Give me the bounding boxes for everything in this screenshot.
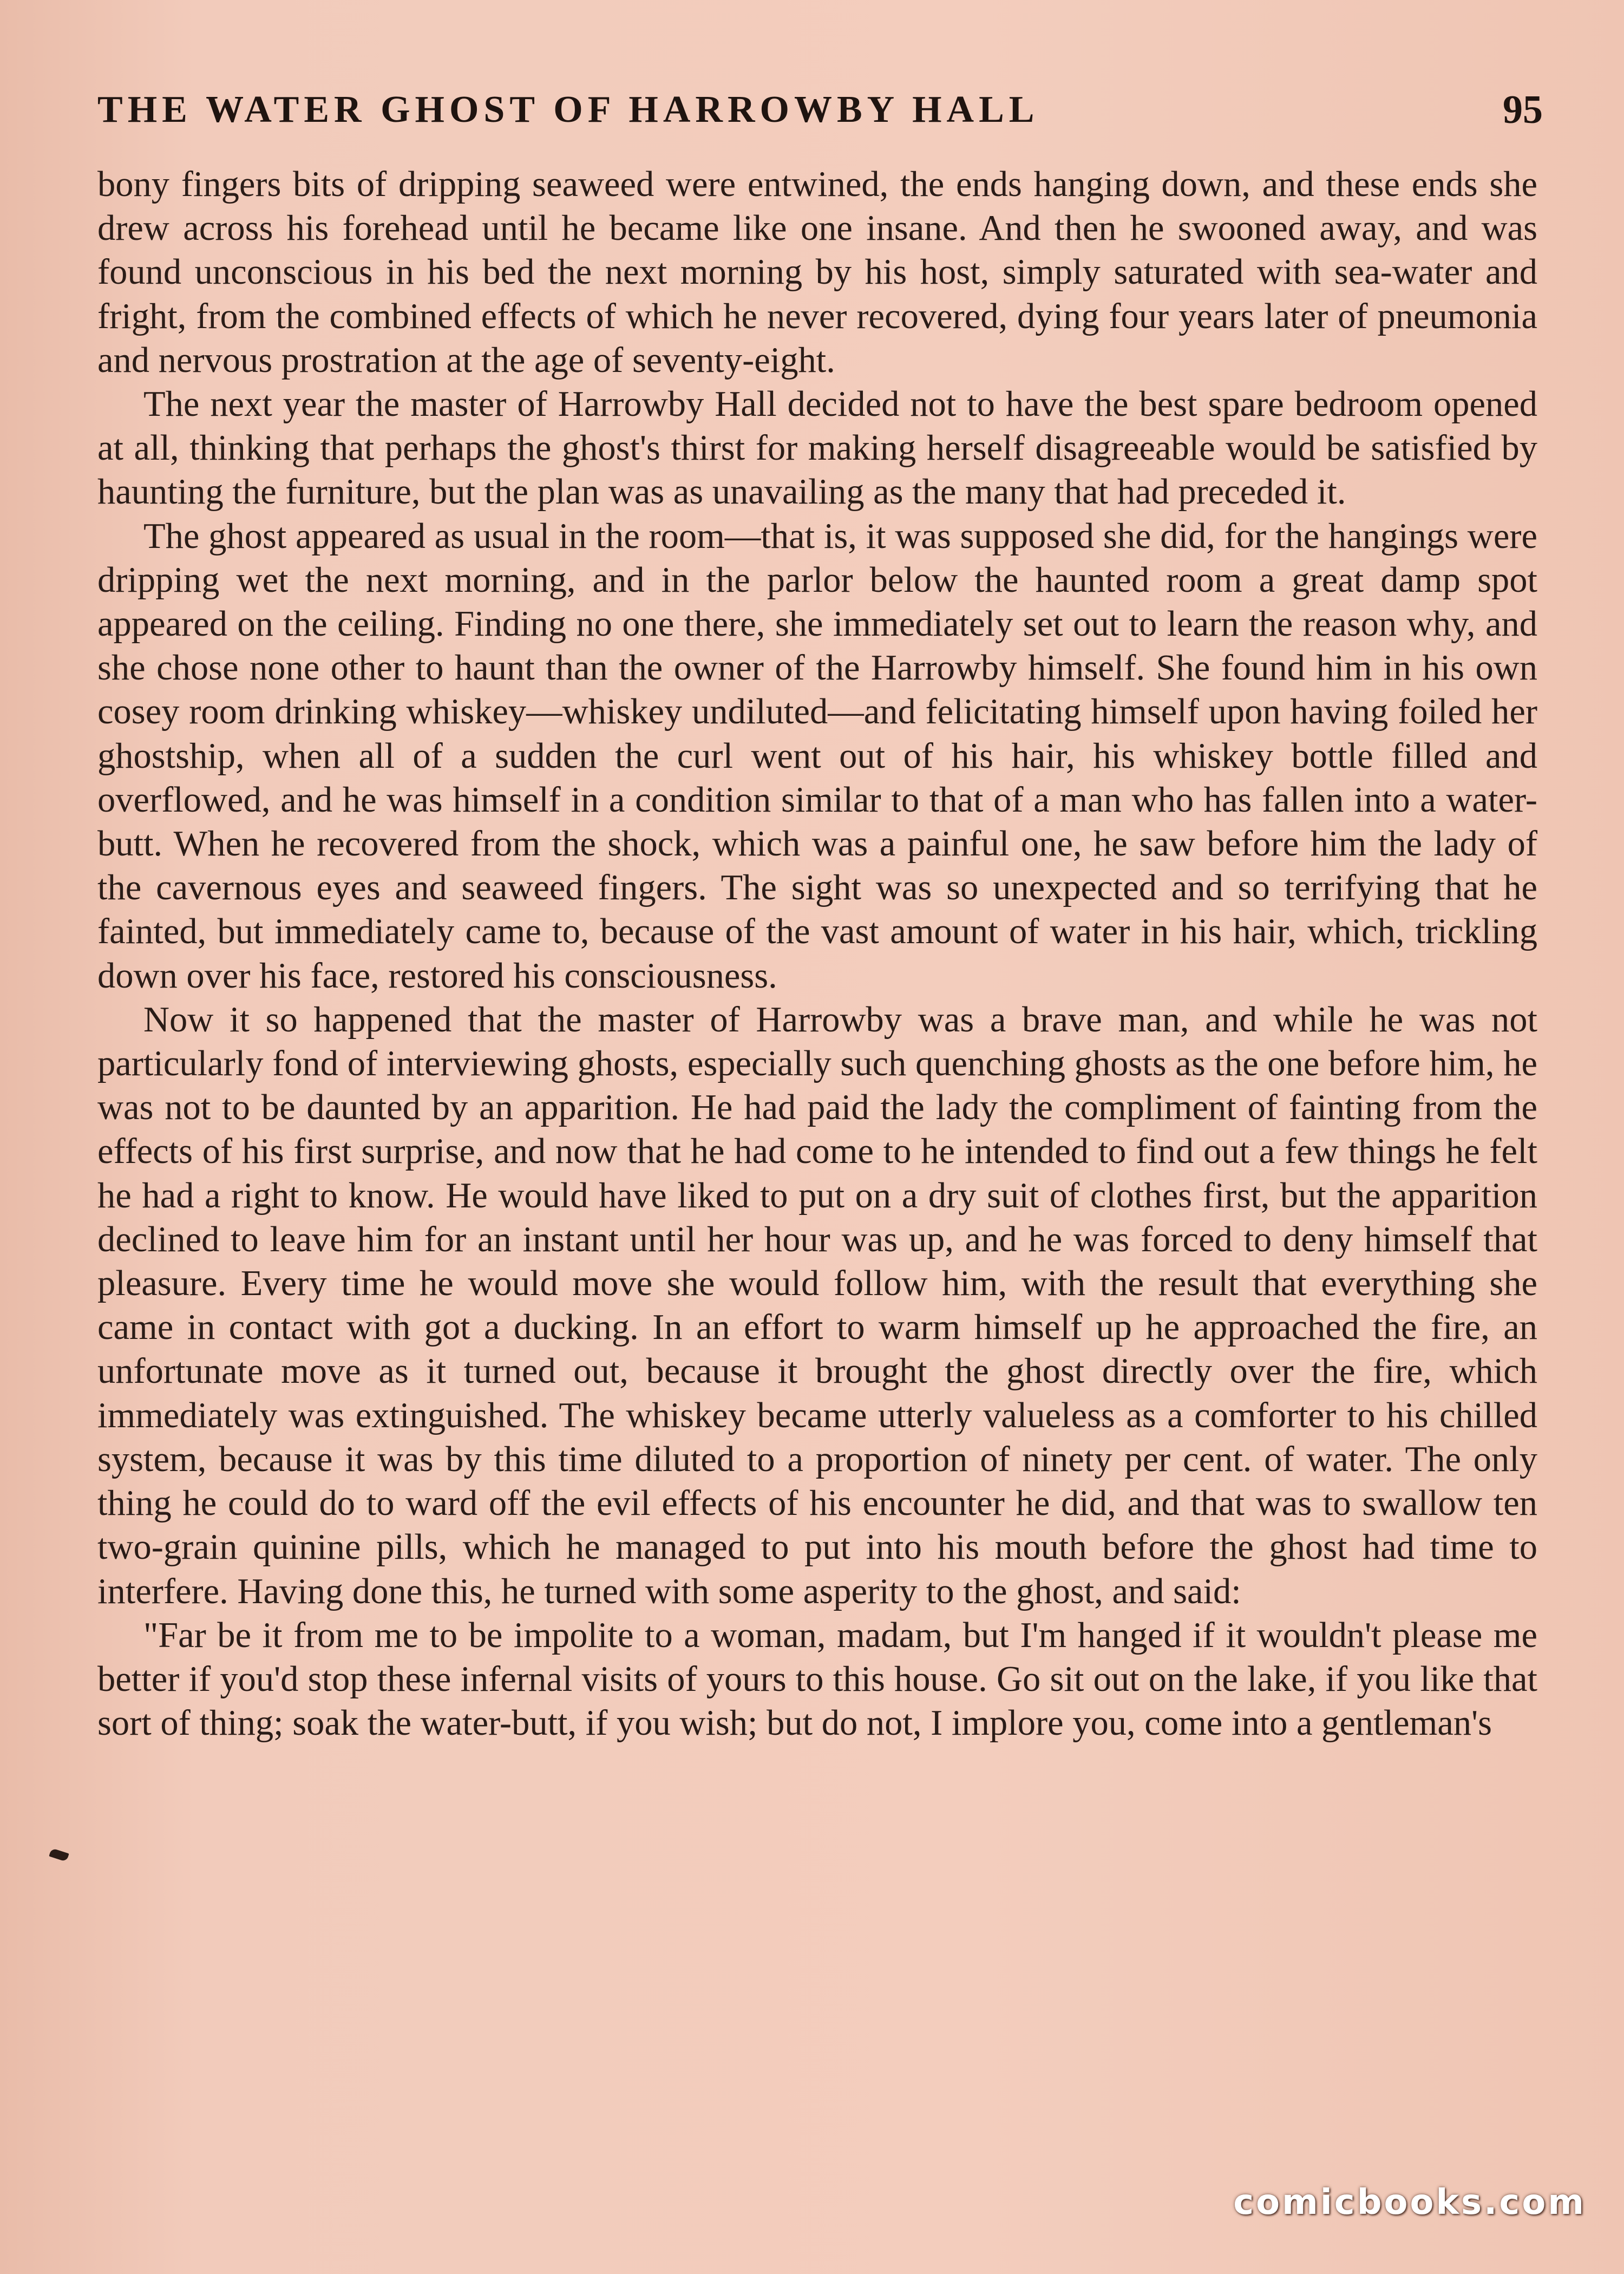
paragraph-continued: bony fingers bits of dripping seaweed were entwined, the ends hanging down, and these ends she drew across his forehead until he became like one insane. And then he swooned away, and was found unconscious in his bed the next morning by his host, simply saturated with sea-water and fright, from the combined effects of which he never recovered, dying four years later of pneumonia and nervous prostration at the age of seventy-eight.: [97, 165, 1537, 380]
ink-mark: [49, 1848, 69, 1862]
paragraph: The ghost appeared as usual in the room—that is, it was supposed she did, for the hangings were dripping wet the next morning, and in the parlor below the haunted room a great damp spot appeared on the ceiling. Finding no one there, she immediately set out to learn the reason why, and she chose none other to haunt than the owner of the Harrowby himself. She found him in his own cosey room drinking whiskey—whiskey undiluted—and felicitating himself upon having foiled her ghostship, when all of a sudden the curl went out of his hair, his whiskey bottle filled and overflowed, and he was himself in a condition similar to that of a man who has fallen into a water-butt. When he recovered from the shock, which was a painful one, he saw before him the lady of the cavernous eyes and seaweed fingers. The sight was so unexpected and so terrifying that he fainted, but immediately came to, because of the vast amount of water in his hair, which, trickling down over his face, restored his consciousness.: [97, 516, 1537, 996]
paragraph: The next year the master of Harrowby Hall decided not to have the best spare bedroom opened at all, thinking that perhaps the ghost's thirst for making herself disagreeable would be satisfied by haunting the furniture, but the plan was as unavailing as the many that had preceded it.: [97, 384, 1537, 512]
body-text: [97, 162, 1537, 1745]
running-title: THE WATER GHOST OF HARROWBY HALL: [97, 89, 1039, 130]
running-head: [97, 80, 1543, 140]
paragraph: Now it so happened that the master of Harrowby was a brave man, and while he was not particularly fond of interviewing ghosts, especially such quenching ghosts as the one before him, he was not to be daunted by an apparition. He had paid the lady the compliment of fainting from the effects of his first surprise, and now that he had come to he intended to find out a few things he felt he had a right to know. He would have liked to put on a dry suit of clothes first, but the apparition declined to leave him for an instant until her hour was up, and he was forced to deny himself that pleasure. Every time he would move she would follow him, with the result that everything she came in contact with got a ducking. In an effort to warm himself up he approached the fire, an unfortunate move as it turned out, because it brought the ghost directly over the fire, which immediately was extinguished. The whiskey became utterly valueless as a comforter to his chilled system, because it was by this time diluted to a proportion of ninety per cent. of water. The only thing he could do to ward off the evil effects of his encounter he did, and that was to swallow ten two-grain quinine pills, which he managed to put into his mouth before the ghost had time to interfere. Having done this, he turned with some asperity to the ghost, and said:: [97, 999, 1537, 1611]
watermark: comicbooks.com: [1233, 2182, 1586, 2223]
paragraph-quote: "Far be it from me to be impolite to a woman, madam, but I'm hanged if it wouldn't please me better if you'd stop these infernal visits of yours to this house. Go sit out on the lake, if you like that sort of thing; soak the water-butt, if you wish; but do not, I implore you, come into a gentleman's: [97, 1615, 1537, 1743]
page-number: 95: [1503, 87, 1543, 132]
